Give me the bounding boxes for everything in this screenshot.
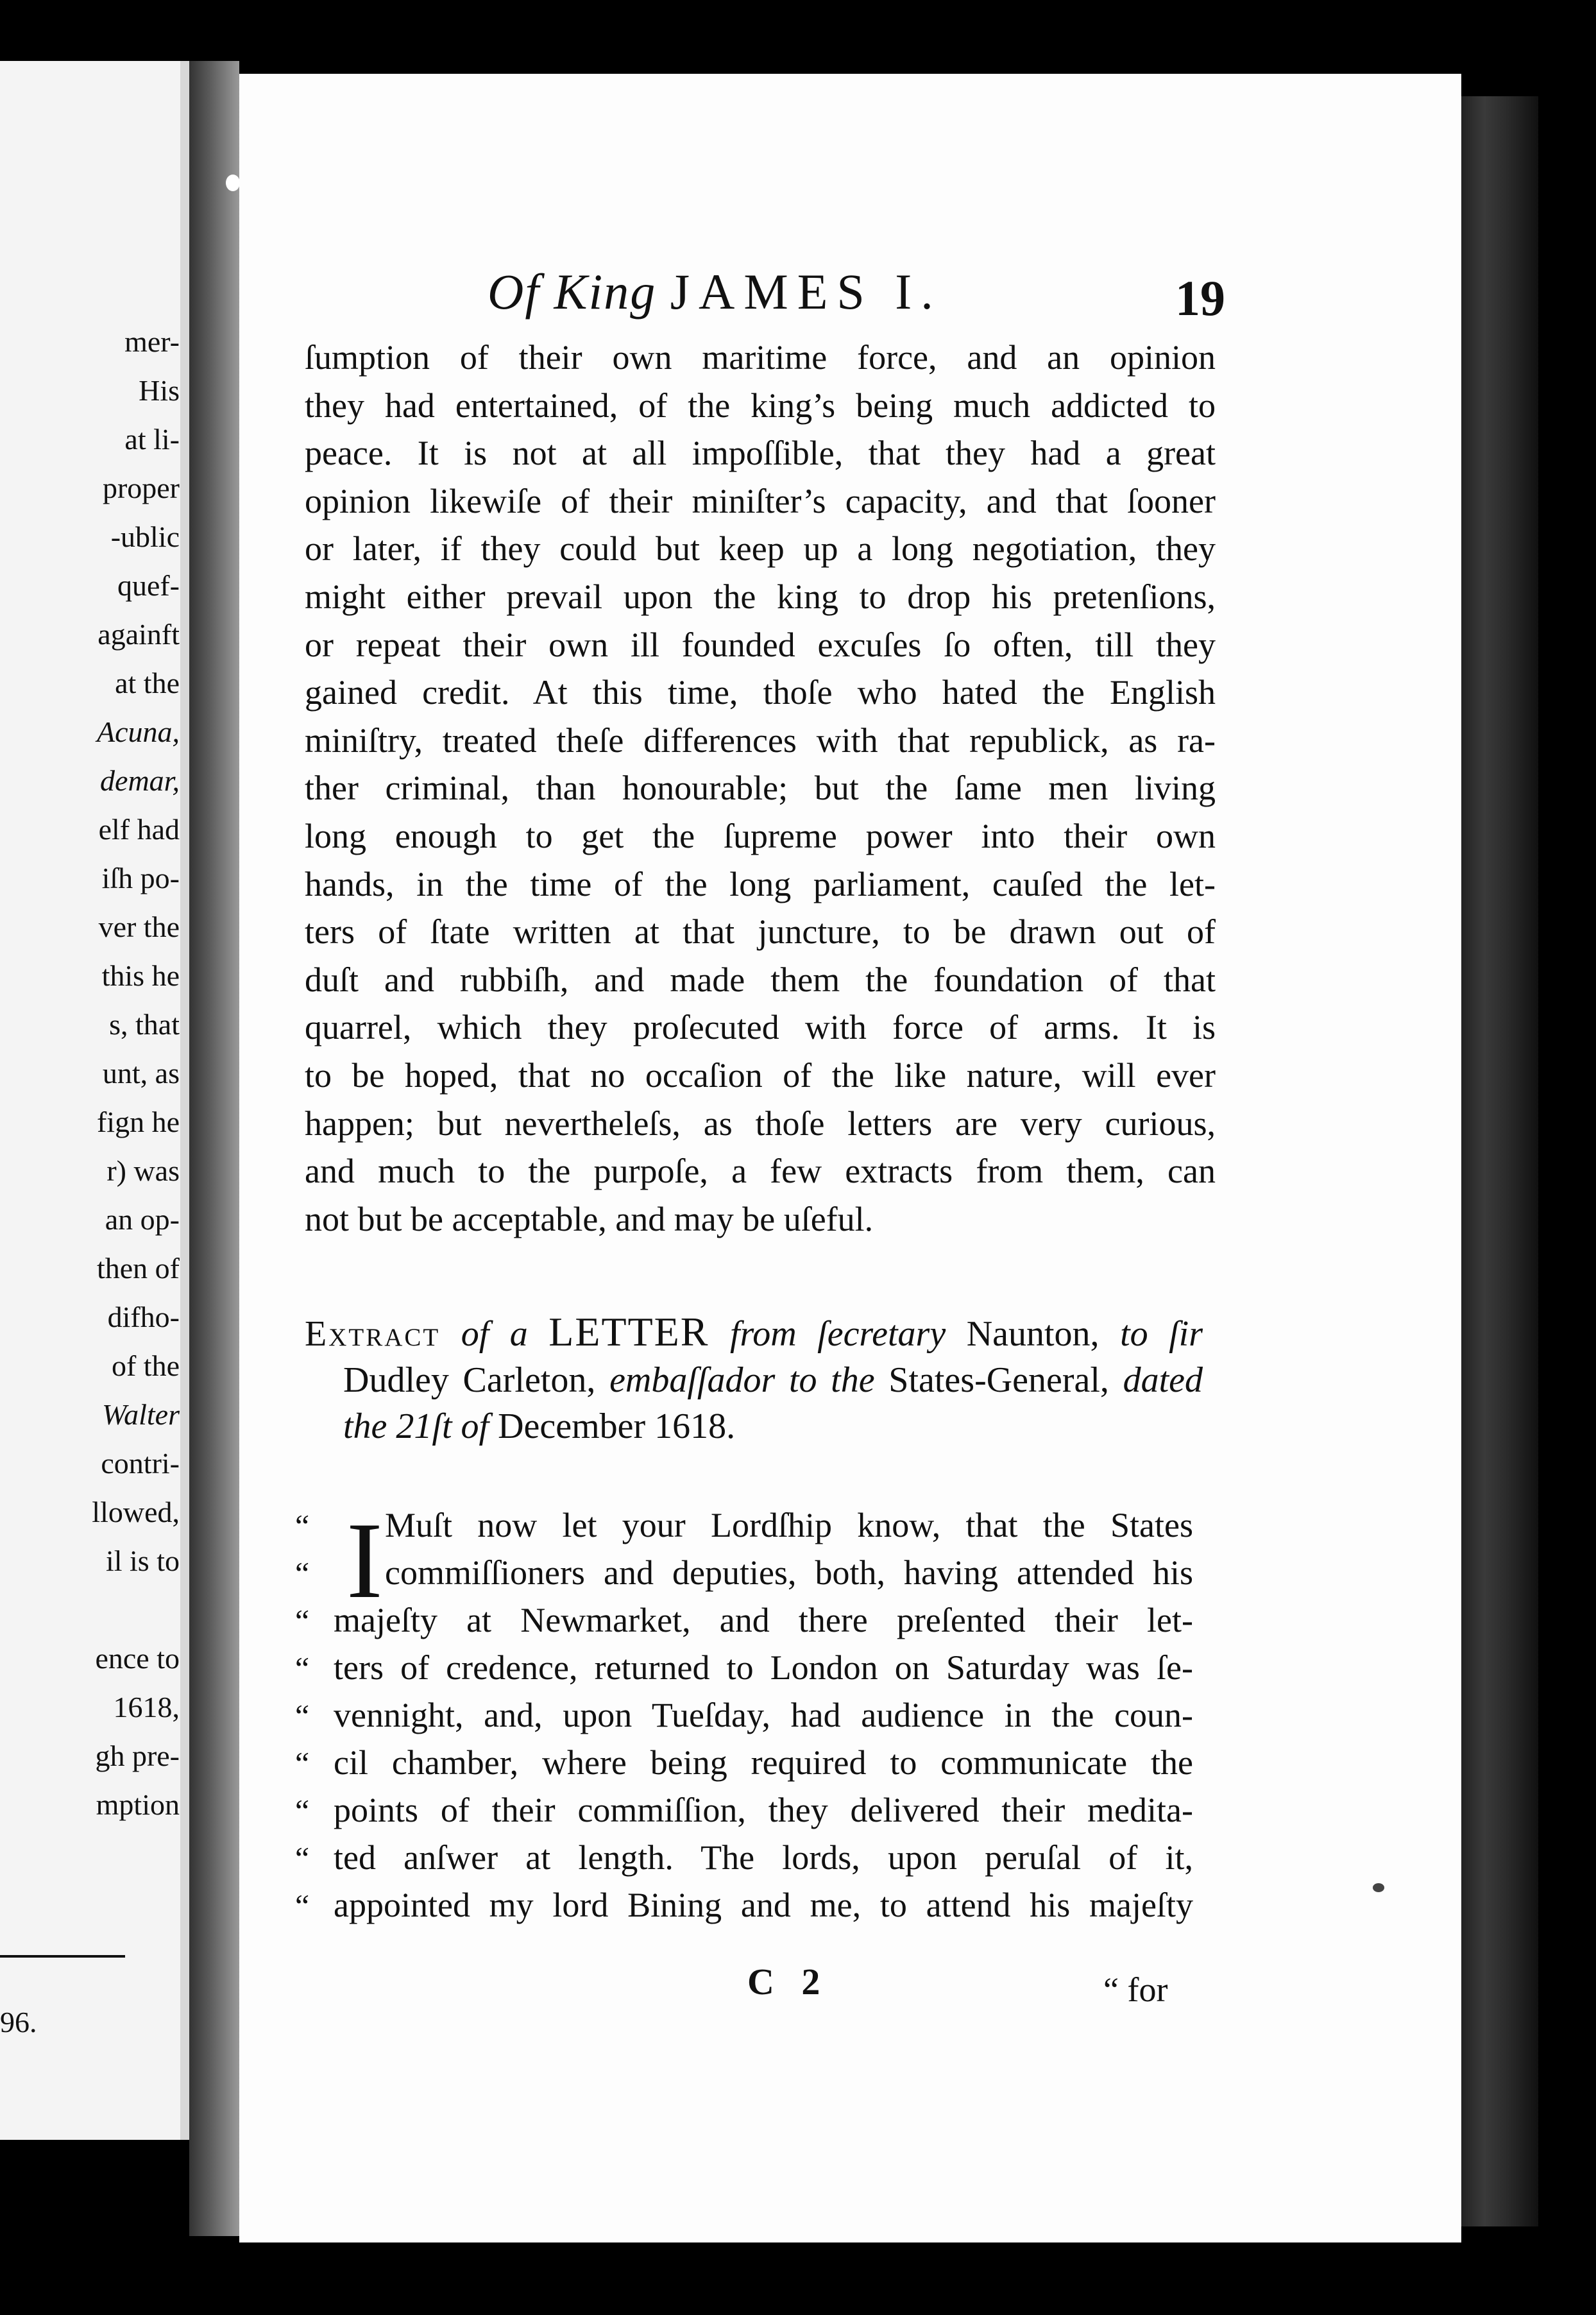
extract-date-prefix: the 21ſt of xyxy=(343,1406,489,1446)
fragment: -ublic xyxy=(110,520,180,553)
quote-mark: “ xyxy=(295,1888,310,1924)
states-general: States-General, xyxy=(888,1360,1109,1400)
quote-mark: “ xyxy=(295,1650,310,1686)
letter-line-text: vennight, and, upon Tueſday, had audience in the coun- xyxy=(334,1696,1193,1734)
text-line: peace. It is not at all impoſſible, that they had a great xyxy=(305,434,1216,473)
fragment: mption xyxy=(96,1788,180,1821)
extract-from-secretary: from ſecretary xyxy=(729,1314,946,1354)
extract-heading-line xyxy=(305,1309,1203,1357)
letter-line-text: ters of credence, returned to London on Saturday was ſe- xyxy=(334,1648,1193,1687)
page-number: 19 xyxy=(1175,270,1225,326)
fragment: againft xyxy=(98,618,180,651)
letter-word: LETTER xyxy=(548,1309,709,1354)
fragment: Walter xyxy=(102,1398,180,1431)
text-line: and much to the purpoſe, a few extracts from them, can xyxy=(305,1152,1216,1191)
fragment xyxy=(0,1585,189,1634)
extract-heading-line xyxy=(305,1357,1203,1403)
extract-dated: dated xyxy=(1123,1360,1203,1400)
sender-name: Naunton, xyxy=(966,1314,1099,1354)
extract-heading xyxy=(305,1309,1203,1449)
text-line: or later, if they could but keep up a long negotiation, they xyxy=(305,529,1216,568)
fragment: quef- xyxy=(117,569,180,602)
running-head-name: JAMES I. xyxy=(670,264,942,320)
book-gutter xyxy=(189,61,239,2236)
text-line: might either prevail upon the king to drop his pretenſions, xyxy=(305,577,1216,616)
page-header xyxy=(488,263,1225,340)
fragment: llowed, xyxy=(92,1496,180,1528)
fragment: at the xyxy=(115,667,180,699)
letter-line-text: commiſſioners and deputies, both, having attended his xyxy=(385,1553,1193,1592)
running-head xyxy=(488,263,942,321)
letter-line xyxy=(295,1739,1193,1786)
quote-mark: “ xyxy=(295,1840,310,1876)
letter-line xyxy=(295,1501,1193,1549)
ink-speck xyxy=(1373,1883,1384,1892)
facing-page xyxy=(0,61,189,2140)
text-line: ther criminal, than honourable; but the ſame men living xyxy=(305,769,1216,808)
text-line: gained credit. At this time, thoſe who hated the English xyxy=(305,673,1216,712)
fragment: unt, as xyxy=(102,1057,180,1089)
fragment: ver the xyxy=(98,910,180,943)
text-line: not but be acceptable, and may be uſeful. xyxy=(305,1199,874,1238)
quote-mark: “ xyxy=(295,1698,310,1734)
fragment: gh pre- xyxy=(95,1739,180,1772)
footnote-rule xyxy=(0,1955,125,1958)
letter-line xyxy=(295,1644,1193,1691)
fragment: an op- xyxy=(105,1203,180,1236)
letter-line xyxy=(295,1596,1193,1644)
fragment: contri- xyxy=(101,1447,180,1480)
text-line: duſt and rubbiſh, and made them the foundation of that xyxy=(305,960,1216,999)
letter-line-text: ted anſwer at length. The lords, upon peruſal of it, xyxy=(334,1838,1193,1877)
body-text xyxy=(305,334,1216,1243)
extract-to-sir: to ſir xyxy=(1120,1314,1203,1354)
page-edge-shadow xyxy=(1461,96,1538,2226)
facing-page-footnote: 96. xyxy=(0,2006,37,2038)
fragment: elf had xyxy=(98,813,180,846)
letter-line-text: Muſt now let your Lordſhip know, that the States xyxy=(385,1506,1193,1544)
letter-date: December 1618. xyxy=(498,1406,736,1446)
letter-line-text: appointed my lord Bining and me, to attend his majeſty xyxy=(334,1886,1193,1924)
quote-mark: “ xyxy=(295,1745,310,1781)
fragment: 1618, xyxy=(113,1691,180,1723)
fragment: His xyxy=(139,374,180,407)
quote-mark: “ xyxy=(295,1508,310,1544)
quote-mark: “ xyxy=(295,1603,310,1639)
text-line: to be hoped, that no occaſion of the like nature, will ever xyxy=(305,1055,1216,1095)
catchword: “ for xyxy=(1103,1970,1168,2009)
fragment: il is to xyxy=(105,1544,180,1577)
quote-mark: “ xyxy=(295,1793,310,1829)
text-line: miniſtry, treated theſe differences with that republick, as ra- xyxy=(305,721,1216,760)
fragment: of the xyxy=(111,1349,180,1382)
fragment: s, that xyxy=(109,1008,180,1041)
text-line: long enough to get the ſupreme power into their own xyxy=(305,816,1216,855)
letter-line xyxy=(295,1549,1193,1596)
fragment: demar, xyxy=(100,764,180,797)
fragment: mer- xyxy=(124,325,180,358)
extract-ambassador: embaſſador to the xyxy=(609,1360,875,1400)
running-head-prefix: Of King xyxy=(488,264,657,320)
text-line: hands, in the time of the long parliament, cauſed the let- xyxy=(305,864,1216,903)
signature-mark: C 2 xyxy=(747,1961,829,2003)
facing-page-text xyxy=(0,318,180,1829)
fragment: at li- xyxy=(124,423,180,456)
text-line: quarrel, which they proſecuted with force of arms. It is xyxy=(305,1008,1216,1047)
fragment: this he xyxy=(101,959,180,992)
fragment: Acuna, xyxy=(96,715,180,748)
fragment: proper xyxy=(102,472,180,504)
letter-line xyxy=(295,1786,1193,1834)
letter-line-text: cil chamber, where being required to communicate the xyxy=(334,1743,1193,1782)
letter-line-text: majeſty at Newmarket, and there preſented their let- xyxy=(334,1601,1193,1639)
text-line: opinion likewiſe of their miniſter’s capacity, and that ſooner xyxy=(305,481,1216,520)
fragment: iſh po- xyxy=(101,862,180,894)
fragment: fign he xyxy=(96,1106,180,1138)
fragment: r) was xyxy=(106,1154,180,1187)
extract-of-a: of a xyxy=(461,1314,528,1354)
fragment: then of xyxy=(96,1252,180,1285)
text-line: ters of ſtate written at that juncture, to be drawn out of xyxy=(305,912,1216,952)
text-line: ſumption of their own maritime force, and an opinion xyxy=(305,338,1216,377)
letter-line xyxy=(295,1691,1193,1739)
letter-line xyxy=(295,1881,1193,1929)
text-line: happen; but nevertheleſs, as thoſe letters are very curious, xyxy=(305,1104,1216,1143)
letter-extract xyxy=(295,1501,1193,1929)
text-line: they had entertained, of the king’s being much addicted to xyxy=(305,386,1216,425)
fragment: ence to xyxy=(95,1642,180,1675)
text-line: or repeat their own ill founded excuſes ſo often, till they xyxy=(305,625,1216,664)
extract-heading-line xyxy=(305,1403,1203,1449)
extract-word: Extract xyxy=(305,1314,441,1354)
paper-speck xyxy=(226,175,240,191)
letter-line-text: points of their commiſſion, they delivered their medita- xyxy=(334,1791,1193,1829)
letter-line xyxy=(295,1834,1193,1881)
drop-cap: I xyxy=(346,1500,383,1621)
quote-mark: “ xyxy=(295,1555,310,1591)
fragment: difho- xyxy=(107,1301,180,1333)
recipient-name: Dudley Carleton, xyxy=(343,1360,596,1400)
